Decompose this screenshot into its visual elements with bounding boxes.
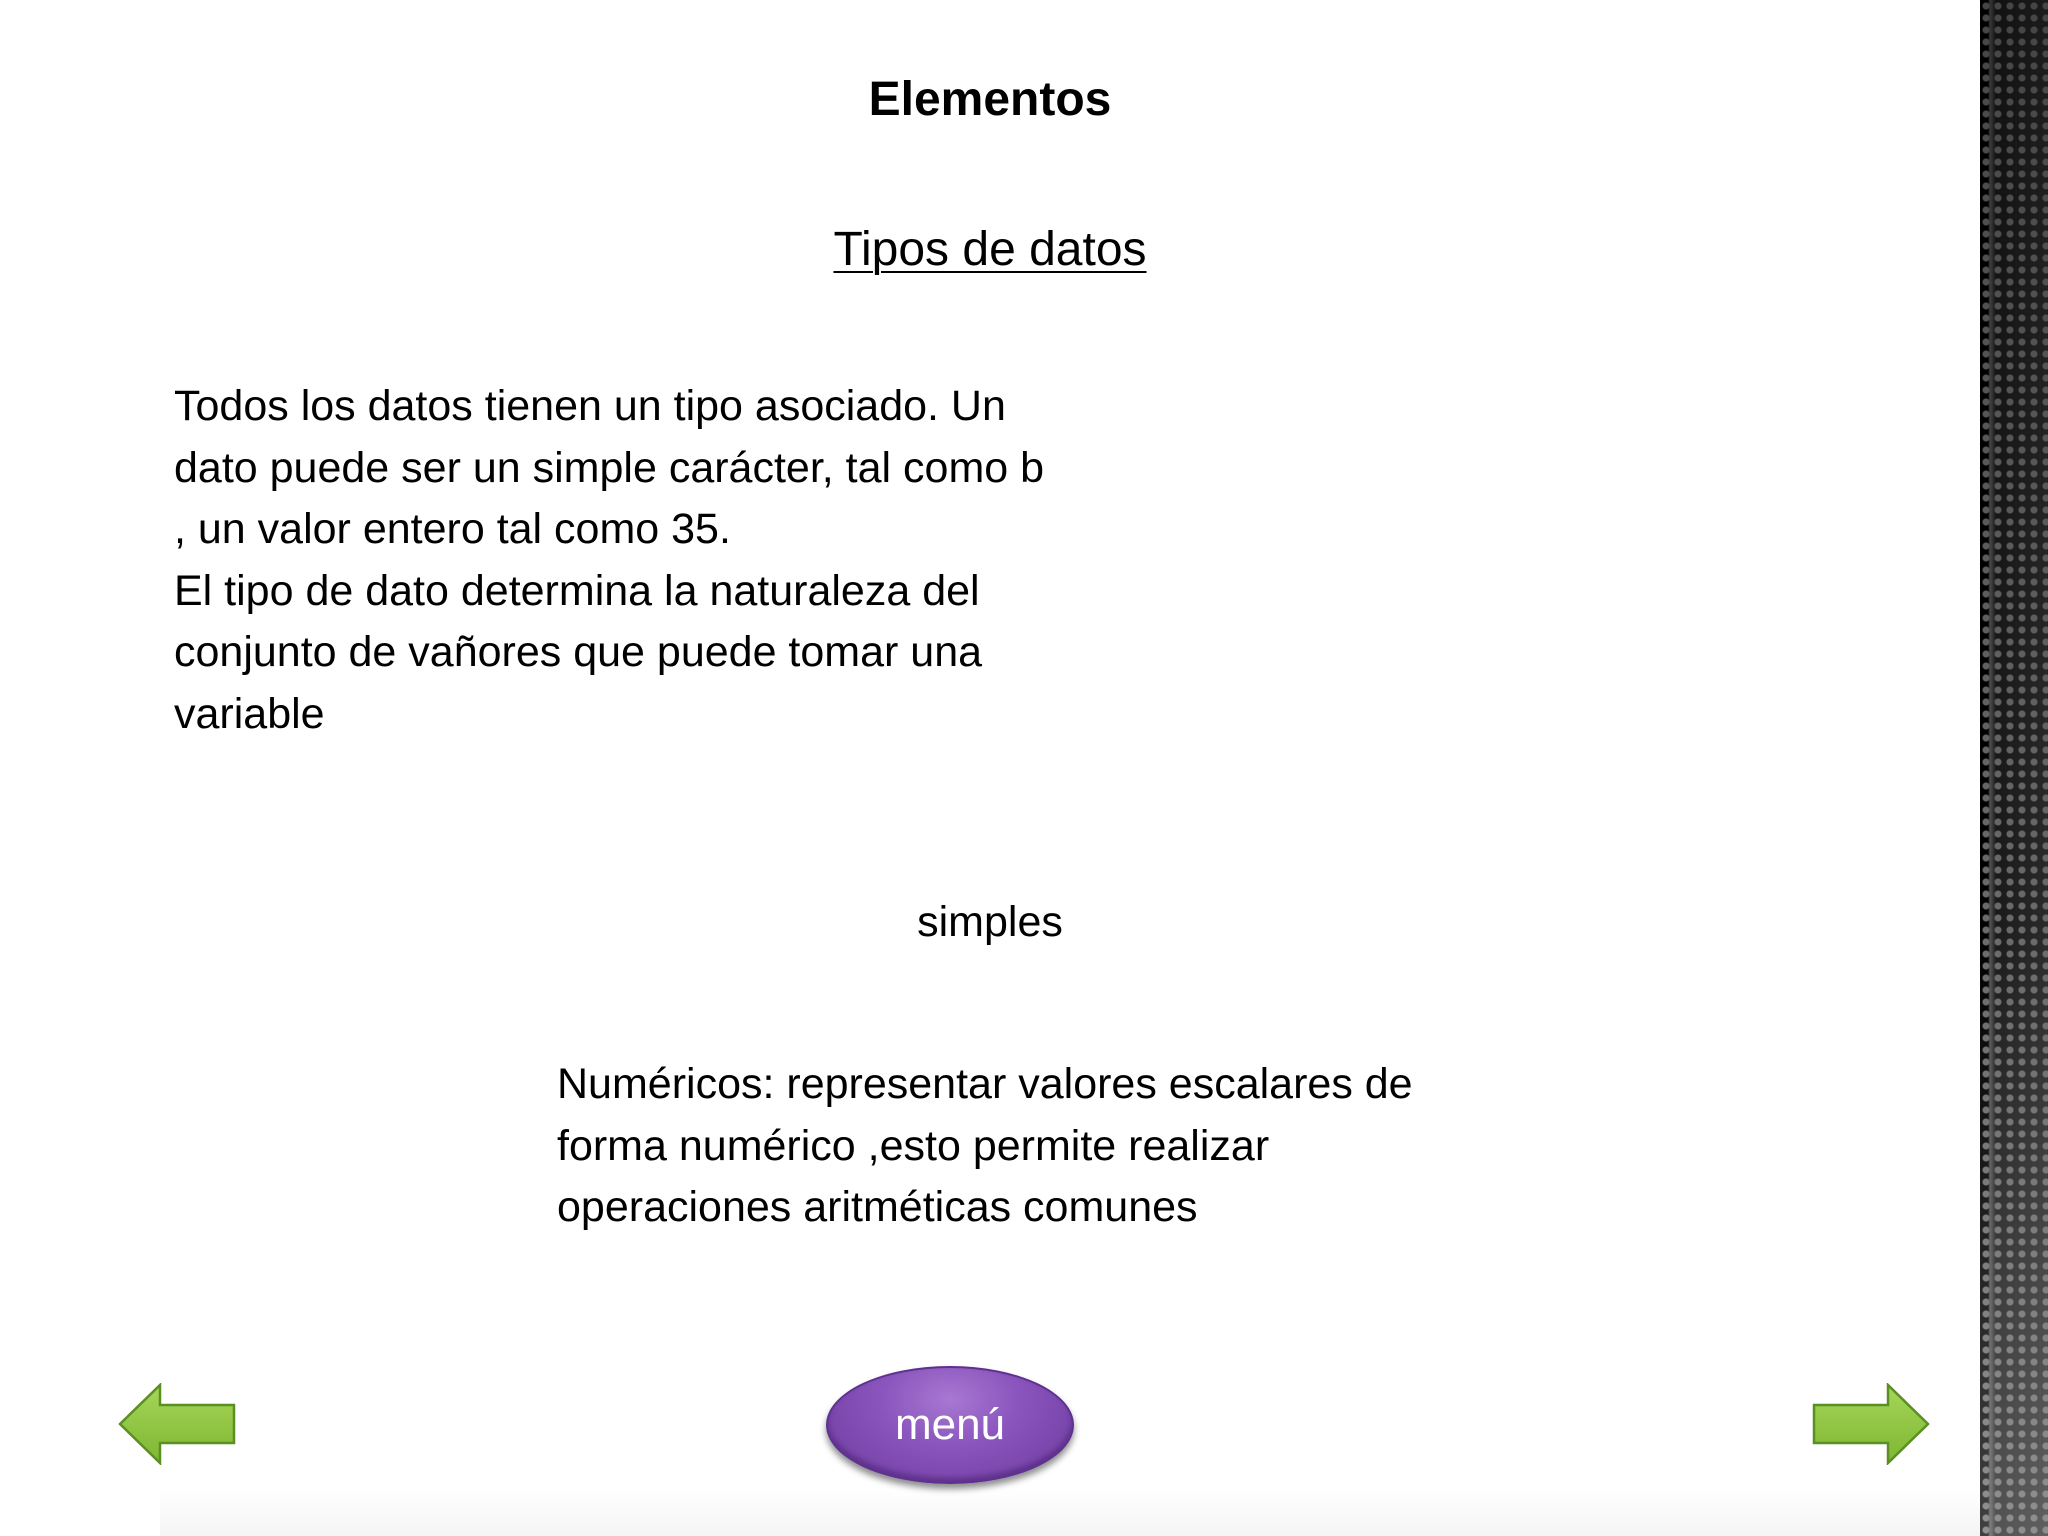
slide-subtitle bbox=[0, 220, 1980, 280]
intro-paragraph-part-2: El tipo de dato determina la naturaleza del conjunto de vañores que puede tomar una variable bbox=[174, 566, 983, 738]
arrow-right-icon bbox=[1812, 1383, 1930, 1465]
numericos-description: Numéricos: representar valores escalares de forma numérico ,esto permite realizar operaciones aritméticas comunes bbox=[557, 1060, 1413, 1231]
next-button[interactable] bbox=[1812, 1383, 1930, 1465]
previous-button[interactable] bbox=[118, 1383, 236, 1465]
intro-paragraph bbox=[174, 376, 1054, 745]
slide-title: Elementos bbox=[868, 73, 1112, 126]
decorative-right-border bbox=[1980, 0, 2048, 1536]
bottom-band bbox=[160, 1490, 1980, 1536]
arrow-left-icon bbox=[118, 1383, 236, 1465]
simples-heading: simples bbox=[917, 898, 1063, 946]
menu-button[interactable]: menú bbox=[826, 1366, 1074, 1484]
intro-paragraph-part-1: Todos los datos tienen un tipo asociado. Un dato puede ser un simple carácter, tal como b , un valor entero tal como 35. bbox=[174, 382, 1045, 553]
subtitle-text: Tipos de datos bbox=[833, 223, 1147, 276]
